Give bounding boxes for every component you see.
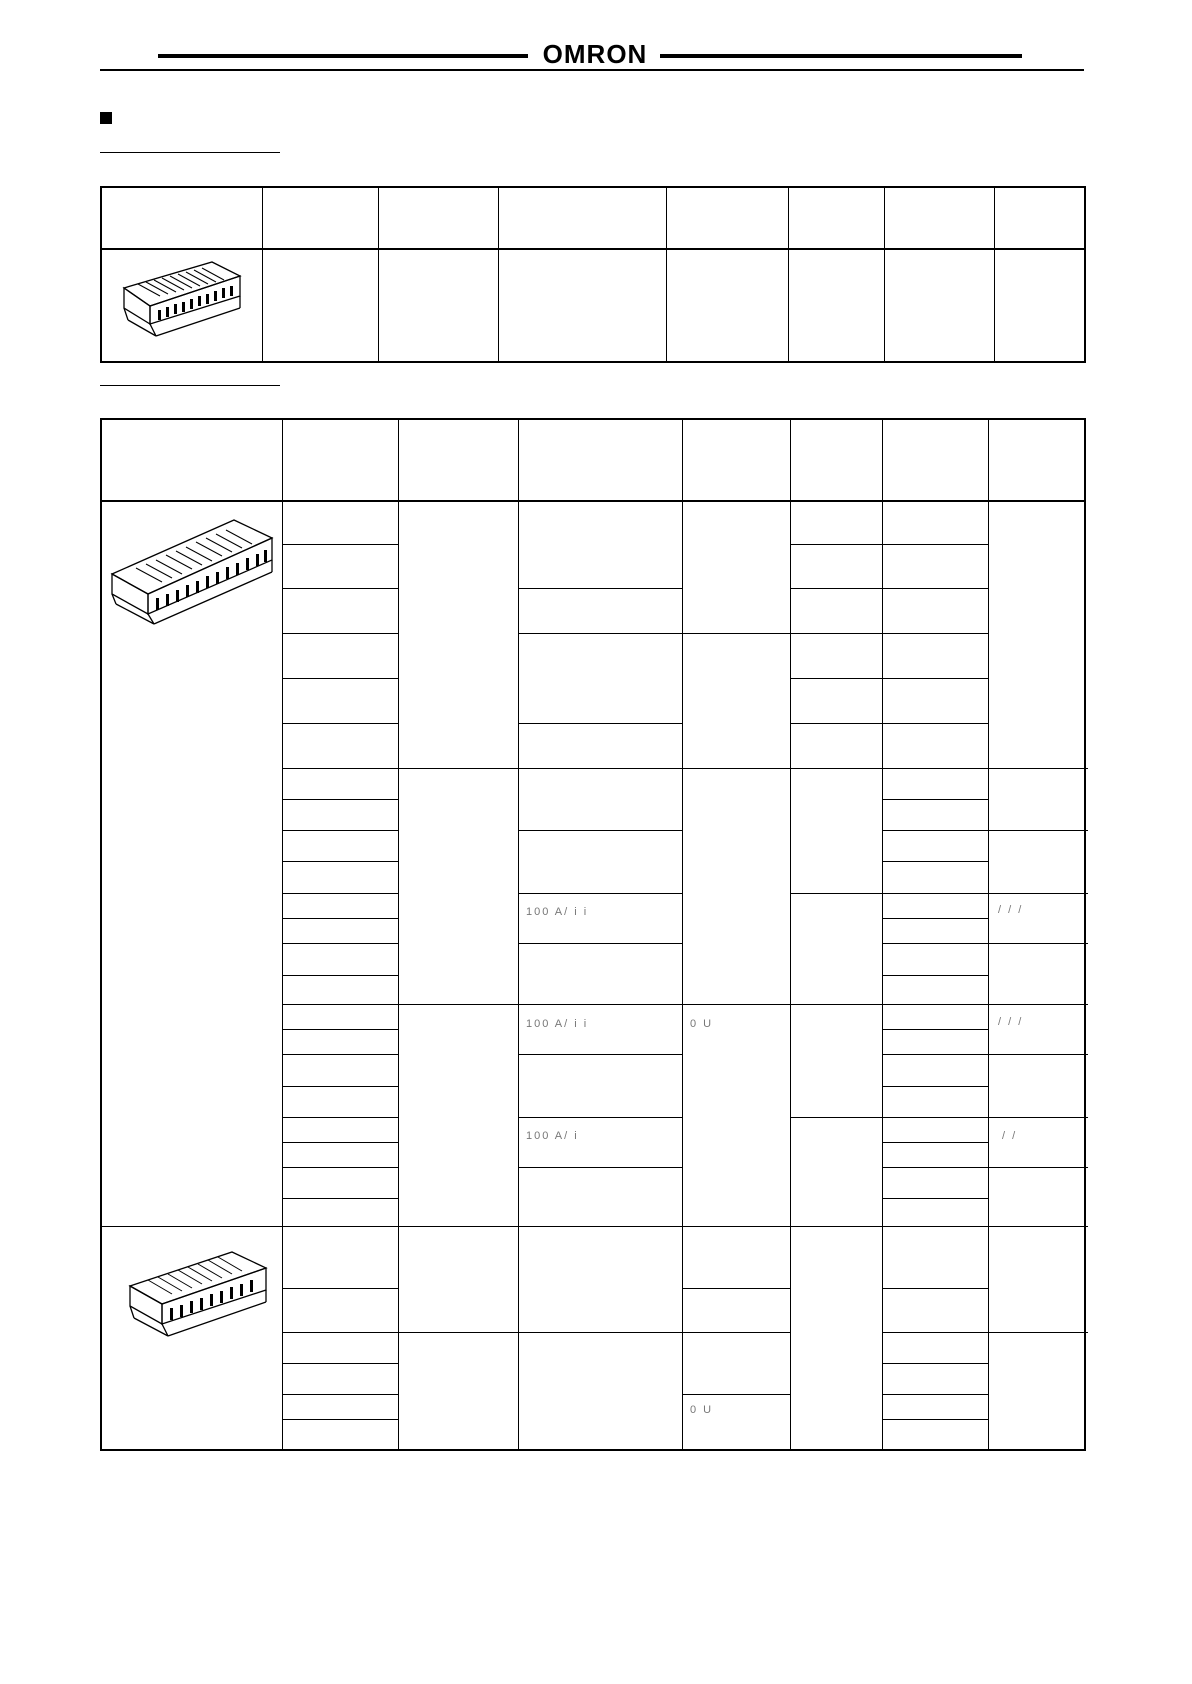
faint-mark: 0 U (690, 1404, 714, 1416)
faint-mark: 100 A/ i i (526, 1018, 589, 1030)
filled-square-icon (100, 112, 112, 124)
faint-mark: / / / (998, 1016, 1024, 1028)
terminal-block-illustration-icon (120, 258, 244, 342)
header-line-right (660, 54, 1022, 58)
faint-mark: 100 A/ i i (526, 906, 589, 918)
header-line-left (158, 54, 528, 58)
faint-mark: / / / (998, 904, 1024, 916)
header-rule (100, 69, 1084, 71)
faint-mark: 100 A/ i (526, 1130, 579, 1142)
faint-mark: / / (1002, 1130, 1018, 1142)
table-1 (100, 186, 1086, 363)
brand-logo: OMRON (542, 39, 648, 69)
section-underline-2 (100, 385, 280, 386)
table-2 (100, 418, 1086, 1451)
terminal-block-illustration-icon (126, 1246, 272, 1342)
faint-mark: 0 U (690, 1018, 714, 1030)
section-underline-1 (100, 152, 280, 153)
long-terminal-block-illustration-icon (106, 512, 278, 628)
